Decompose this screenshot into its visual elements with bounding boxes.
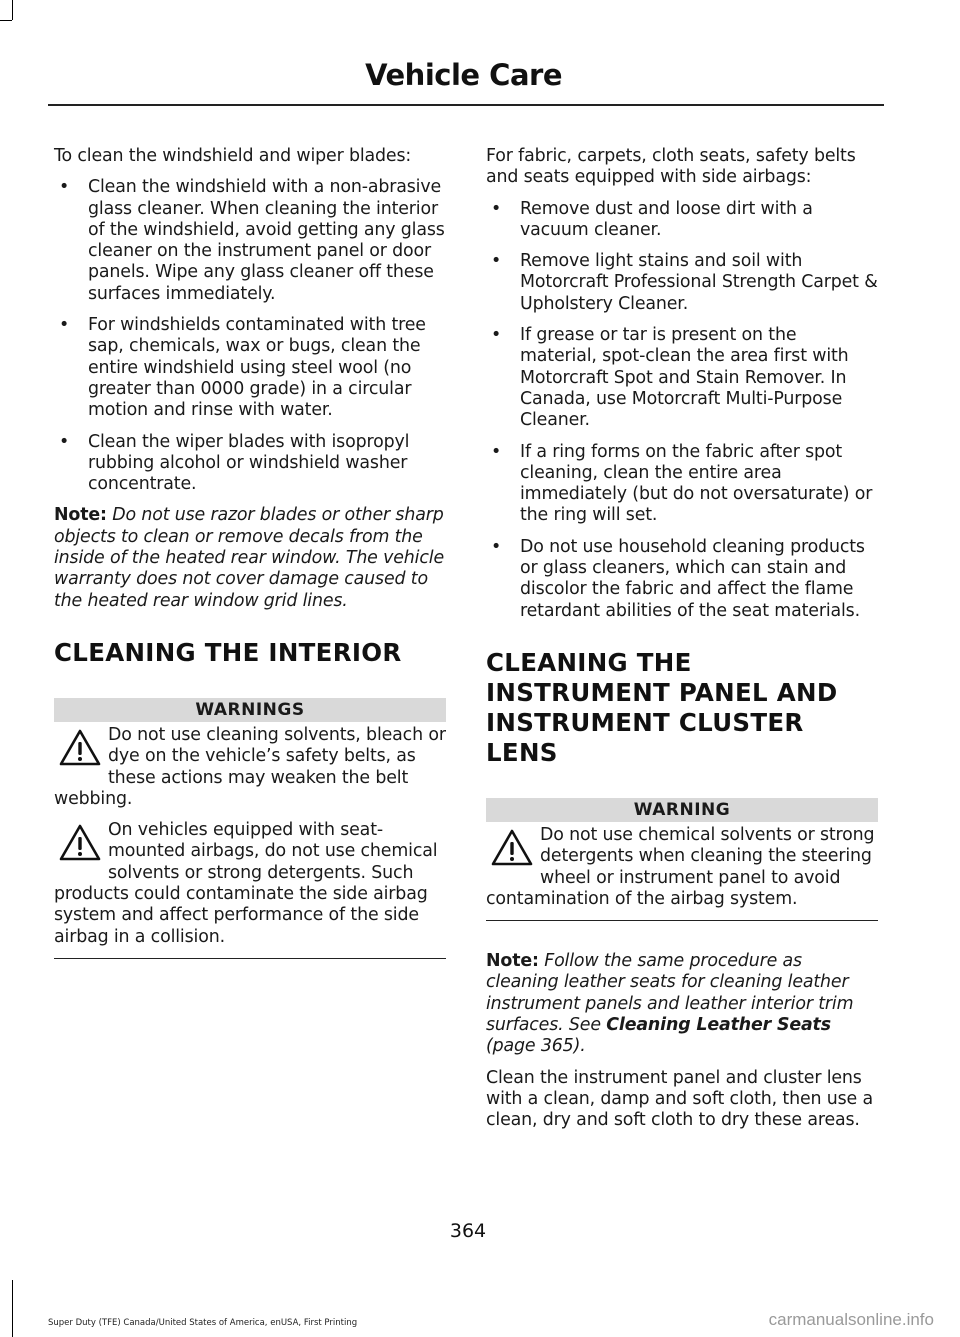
warning-text: On vehicles equipped with seat-mounted airbags, do not use chemical solvents or strong detergents. Such products could contaminate the side airbag system and affect performance of the side airbag in a collision.	[54, 820, 438, 947]
warning-end-rule	[486, 920, 878, 921]
note-text: Follow the same procedure as cleaning leather seats for cleaning leather instrument panels and leather interior trim surfaces. See	[486, 951, 854, 1036]
page-number: 364	[449, 1220, 487, 1242]
right-bullet-list	[486, 199, 878, 622]
warning-block	[486, 825, 878, 910]
page-header-title: Vehicle Care	[365, 58, 562, 92]
right-intro: For fabric, carpets, cloth seats, safety belts and seats equipped with side airbags:	[486, 146, 856, 188]
warning-triangle-icon	[58, 823, 102, 863]
list-item: • If grease or tar is present on the material, spot-clean the area first with Motorcraft Spot and Stain Remover. In Canada, use Motorcraft Multi-Purpose Cleaner.	[486, 325, 878, 431]
list-item: • Do not use household cleaning products or glass cleaners, which can stain and discolor the fabric and affect the flame retardant abilities of the seat materials.	[486, 537, 878, 622]
crop-mark	[12, 1280, 13, 1337]
left-bullet-list	[54, 177, 446, 495]
list-item: • Remove light stains and soil with Motorcraft Professional Strength Carpet & Upholstery Cleaner.	[486, 251, 878, 315]
warning-block	[54, 820, 446, 948]
warning-text: Do not use cleaning solvents, bleach or dye on the vehicle’s safety belts, as these actions may weaken the belt webbing.	[54, 724, 446, 809]
list-item: • Clean the windshield with a non-abrasive glass cleaner. When cleaning the interior of the windshield, avoid getting any glass cleaner on the instrument panel or door panels. Wipe any glass cleaner off these surfaces immediately.	[54, 177, 446, 305]
watermark: carmanualsonline.info	[768, 1310, 934, 1329]
crop-mark	[0, 20, 12, 21]
warning-triangle-icon	[58, 728, 102, 768]
note-page-ref: (page 365).	[486, 1036, 586, 1057]
warnings-end-rule	[54, 958, 446, 959]
header-rule	[48, 104, 884, 106]
right-note	[486, 951, 878, 1057]
list-item: • If a ring forms on the fabric after spot cleaning, clean the entire area immediately (but do not oversaturate) or the ring will set.	[486, 442, 878, 527]
left-note	[54, 505, 446, 611]
warning-triangle-icon	[490, 828, 534, 868]
warnings-bar: WARNINGS	[54, 698, 446, 722]
note-label: Note:	[54, 505, 107, 526]
right-column	[486, 146, 878, 1142]
left-intro: To clean the windshield and wiper blades:	[54, 146, 412, 166]
list-item: • Clean the wiper blades with isopropyl rubbing alcohol or windshield washer concentrate.	[54, 432, 446, 496]
warning-bar: WARNING	[486, 798, 878, 822]
note-cross-reference-link[interactable]: Cleaning Leather Seats	[606, 1015, 831, 1036]
left-column	[54, 146, 446, 959]
note-text: Do not use razor blades or other sharp objects to clean or remove decals from the inside of the heated rear window. The vehicle warranty does not cover damage caused to the heated rear window grid lines.	[54, 505, 444, 611]
list-item: • For windshields contaminated with tree sap, chemicals, wax or bugs, clean the entire windshield using steel wool (no greater than 0000 grade) in a circular motion and rinse with water.	[54, 315, 446, 421]
section-heading-cleaning-interior: CLEANING THE INTERIOR	[54, 637, 402, 667]
note-label: Note:	[486, 951, 539, 972]
section-heading-cleaning-instrument-panel: CLEANING THE INSTRUMENT PANEL AND INSTRUMENT CLUSTER LENS	[486, 647, 838, 767]
warning-text: Do not use chemical solvents or strong detergents when cleaning the steering wheel or instrument panel to avoid contamination of the airbag system.	[486, 824, 875, 909]
warning-block	[54, 725, 446, 810]
footer-text: Super Duty (TFE) Canada/United States of America, enUSA, First Printing	[48, 1318, 358, 1328]
crop-mark	[12, 0, 13, 20]
list-item: • Remove dust and loose dirt with a vacuum cleaner.	[486, 199, 878, 242]
right-closing: Clean the instrument panel and cluster lens with a clean, damp and soft cloth, then use a clean, dry and soft cloth to dry these areas.	[486, 1067, 873, 1131]
